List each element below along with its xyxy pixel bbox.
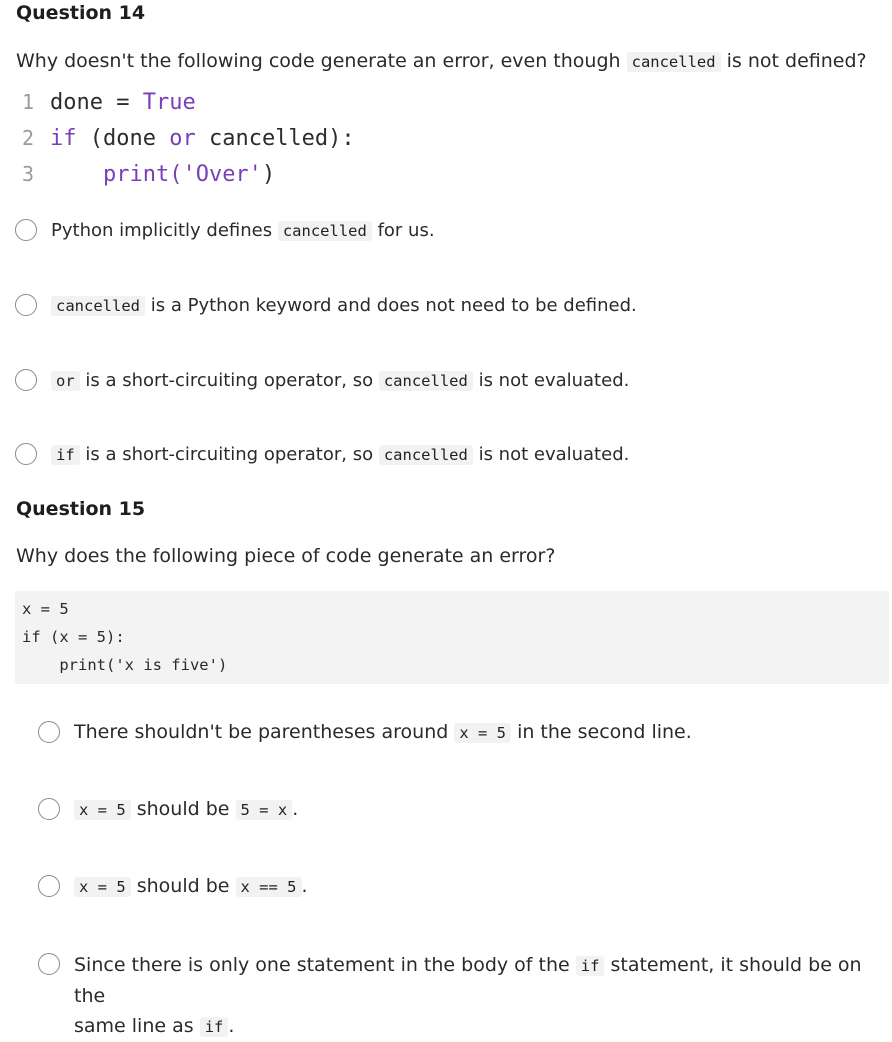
- option-text: in the second line.: [517, 721, 692, 743]
- inline-code: x = 5: [74, 877, 131, 897]
- inline-code: 5 = x: [236, 800, 293, 820]
- option-text: .: [292, 798, 299, 820]
- option-label: [51, 370, 629, 391]
- q14-option-3[interactable]: [15, 369, 629, 391]
- inline-code: cancelled: [51, 296, 145, 316]
- option-text: is a short-circuiting operator, so: [85, 443, 374, 465]
- code-token: if: [50, 126, 77, 151]
- inline-code: cancelled: [278, 221, 372, 241]
- code-line: [22, 126, 355, 162]
- q15-option-3[interactable]: [38, 875, 308, 897]
- inline-code: or: [51, 371, 80, 391]
- code-block-q15: [15, 591, 889, 684]
- code-token: True: [142, 90, 196, 115]
- q14-option-4[interactable]: [15, 443, 629, 465]
- option-text: is not evaluated.: [478, 443, 630, 465]
- option-label: [74, 798, 298, 820]
- option-text: Since there is only one statement in the body of the: [74, 954, 570, 976]
- option-label: [74, 721, 692, 743]
- option-text: is a short-circuiting operator, so: [85, 369, 374, 391]
- option-text: .: [228, 1015, 235, 1037]
- option-text: same line as: [74, 1015, 194, 1037]
- code-token: (done: [76, 126, 170, 151]
- option-text: is a Python keyword and does not need to be defined.: [150, 294, 637, 316]
- option-text: is not evaluated.: [478, 369, 630, 391]
- inline-code: if: [576, 956, 605, 976]
- code-line: x = 5: [22, 600, 69, 618]
- q15-option-2[interactable]: [38, 798, 298, 820]
- code-line: [22, 162, 355, 198]
- prompt-text: Why doesn't the following code generate an error, even though: [16, 50, 621, 72]
- option-label: [51, 295, 637, 316]
- q15-option-1[interactable]: [38, 721, 692, 743]
- code-line: print('x is five'): [22, 656, 228, 674]
- option-text: .: [301, 875, 308, 897]
- option-text: Python implicitly defines: [51, 219, 273, 241]
- code-token: cancelled):: [195, 126, 355, 151]
- q14-option-1[interactable]: [15, 219, 435, 241]
- line-number: 3: [22, 162, 35, 186]
- code-token: ): [261, 162, 276, 187]
- line-number: 2: [22, 126, 35, 150]
- radio-button[interactable]: [15, 294, 37, 316]
- q14-option-2[interactable]: [15, 294, 637, 316]
- code-token: 'Over': [182, 162, 262, 187]
- option-label: [74, 875, 308, 897]
- q15-option-4[interactable]: [38, 950, 889, 1042]
- radio-button[interactable]: [38, 875, 60, 897]
- radio-button[interactable]: [38, 721, 60, 743]
- radio-button[interactable]: [38, 953, 60, 975]
- radio-button[interactable]: [15, 443, 37, 465]
- question-14-prompt: [16, 50, 867, 72]
- code-token: print(: [50, 162, 183, 187]
- code-line: [22, 90, 355, 126]
- option-text: should be: [136, 798, 230, 820]
- inline-code: cancelled: [379, 371, 473, 391]
- inline-code: x == 5: [236, 877, 302, 897]
- option-text: There shouldn't be parentheses around: [74, 721, 449, 743]
- question-14-heading: Question 14: [16, 2, 146, 24]
- option-label: [51, 220, 435, 241]
- option-label: [74, 950, 889, 1042]
- inline-code: cancelled: [379, 445, 473, 465]
- inline-code: x = 5: [454, 723, 511, 743]
- inline-code: cancelled: [627, 52, 721, 72]
- option-text: should be: [136, 875, 230, 897]
- option-label: [51, 444, 629, 465]
- option-text: for us.: [377, 219, 435, 241]
- inline-code: x = 5: [74, 800, 131, 820]
- code-token: or: [169, 126, 196, 151]
- radio-button[interactable]: [15, 219, 37, 241]
- code-block-q14: [22, 90, 355, 198]
- radio-button[interactable]: [15, 369, 37, 391]
- prompt-text: is not defined?: [726, 50, 867, 72]
- code-token: done =: [50, 90, 143, 115]
- radio-button[interactable]: [38, 798, 60, 820]
- line-number: 1: [22, 90, 35, 114]
- question-15-prompt: Why does the following piece of code generate an error?: [16, 545, 556, 567]
- code-line: if (x = 5):: [22, 628, 125, 646]
- option-text: statement, it should be on the: [74, 954, 862, 1007]
- inline-code: if: [200, 1017, 229, 1037]
- question-15-heading: Question 15: [16, 498, 146, 520]
- inline-code: if: [51, 445, 80, 465]
